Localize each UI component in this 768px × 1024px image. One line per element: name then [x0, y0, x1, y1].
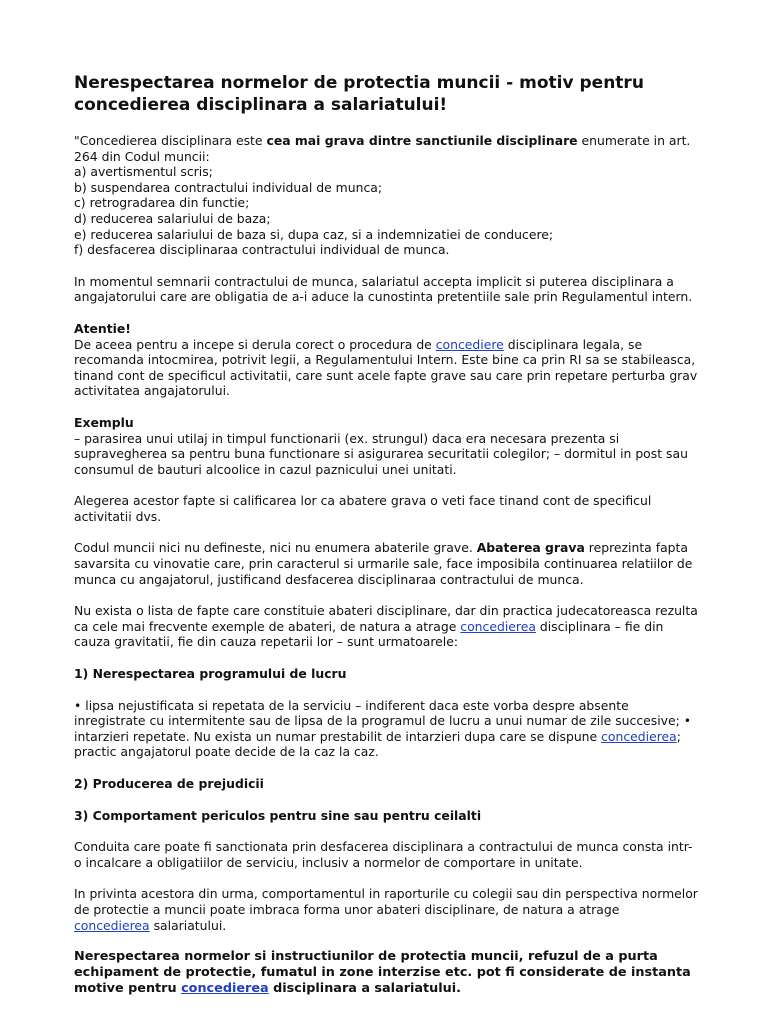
- sanction-item: a) avertismentul scris;: [74, 164, 213, 180]
- section-1-text: [74, 698, 698, 760]
- abateri-list-paragraph: [74, 603, 698, 650]
- sanction-item: c) retrogradarea din functie;: [74, 195, 250, 211]
- concedierea-link[interactable]: concedierea: [181, 981, 269, 997]
- privinta-paragraph: [74, 886, 698, 933]
- section-3-text: Conduita care poate fi sanctionata prin desfacerea disciplinara a contractului de munca consta intr-o incalcare a obligatiilor de serviciu, inclusiv a normelor de comportare in unitate.: [74, 839, 693, 870]
- alegerea-paragraph: Alegerea acestor fapte si calificarea lor ca abatere grava o veti face tinand cont de specificul activitatii dvs.: [74, 493, 652, 524]
- atentie-text-pre: De aceea pentru a incepe si derula corect o procedura de: [74, 336, 436, 352]
- section-1-heading: 1) Nerespectarea programului de lucru: [74, 666, 347, 682]
- section-2-heading: 2) Producerea de prejudicii: [74, 776, 264, 791]
- codul-text-pre: Codul muncii nici nu defineste, nici nu enumera abaterile grave.: [74, 540, 477, 556]
- sanction-item: b) suspendarea contractului individual de munca;: [74, 179, 383, 195]
- intro-text-bold: cea mai grava dintre sanctiunile disciplinare: [266, 133, 578, 148]
- intro-paragraph: [74, 133, 698, 258]
- section-3-heading: 3) Comportament periculos pentru sine sau pentru ceilalti: [74, 807, 482, 823]
- article-body: [74, 72, 698, 1013]
- section-1-text-pre: • lipsa nejustificata si repetata de la serviciu – indiferent daca este vorba despre absente inregistrate cu intermitente sau de lipsa de la programul de lucru a unui numar de zile succesive; • intarzieri repetate. Nu exista un numar prestabilit de intarzieri dupa care se dispune: [74, 697, 692, 744]
- concedierea-link[interactable]: concedierea: [601, 728, 677, 744]
- concedierea-link[interactable]: concedierea: [460, 618, 536, 634]
- atentie-text-post: disciplinara legala, se recomanda intocmirea, potrivit legii, a Regulamentului Intern. Este bine ca prin RI sa se stabileasca, tinand cont de specificul activitatii, care sunt acele fapte grave sau care prin repetare perturba grav activitatea angajatorului.: [74, 336, 698, 399]
- article-title: Nerespectarea normelor de protectia muncii - motiv pentru concedierea disciplinara a salariatului!: [74, 73, 644, 115]
- final-text-pre: Nerespectarea normelor si instructiunilor de protectia muncii, refuzul de a purta echipament de protectie, fumatul in zone interzise etc. pot fi considerate de instanta motive pentru: [74, 949, 691, 997]
- exemplu-paragraph: [74, 415, 698, 477]
- abaterea-grava-bold: Abaterea grava: [476, 540, 585, 556]
- contract-signing-paragraph: In momentul semnarii contractului de munca, salariatul accepta implicit si puterea disciplinara a angajatorului care are obligatia de a-i aduce la cunostinta pretentiile sale prin Regulamentul intern.: [74, 273, 693, 305]
- lista-text-pre: Nu exista o lista de fapte care constituie abateri disciplinare, dar din practica judecatoreasca rezulta ca cele mai frecvente exemple de abateri, de natura a atrage: [74, 603, 698, 634]
- exemplu-text: – parasirea unui utilaj in timpul functionarii (ex. strungul) daca era necesara prezenta si supravegherea sa pentru buna functionare si asigurarea securitatii colegilor; – dormitul in post sau consumul de bauturi alcoolice in cazul paznicului unei unitati.: [74, 430, 688, 477]
- exemplu-heading: Exemplu: [74, 414, 134, 430]
- privinta-text-pre: In privinta acestora din urma, comportamentul in raporturile cu colegii sau din perspectiva normelor de protectie a muncii poate imbraca forma unor abateri disciplinare, de natura a atrage: [74, 886, 698, 917]
- intro-text-post: enumerate in art. 264 din Codul muncii:: [74, 133, 691, 164]
- concediere-link[interactable]: concediere: [435, 336, 504, 352]
- final-text-post: disciplinara a salariatului.: [268, 981, 462, 997]
- privinta-text-post: salariatului.: [149, 917, 227, 933]
- sanction-item: e) reducerea salariului de baza si, dupa caz, si a indemnizatiei de conducere;: [74, 226, 554, 242]
- lista-text-post: disciplinara – fie din cauza gravitatii, fie din cauza repetarii lor – sunt urmatoarele:: [74, 618, 664, 650]
- codul-text-post: reprezinta fapta savarsita cu vinovatie care, prin caracterul si urmarile sale, face imposibila continuarea relatiilor de munca cu angajatorul, justificand desfacerea disciplinaraa contractului de munca.: [74, 540, 693, 587]
- atentie-heading: Atentie!: [74, 320, 131, 336]
- section-1-text-post: ; practic angajatorul poate decide de la caz la caz.: [74, 728, 681, 760]
- sanction-item: f) desfacerea disciplinaraa contractului individual de munca.: [74, 242, 450, 258]
- codul-muncii-paragraph: [74, 540, 698, 587]
- concedierea-link[interactable]: concedierea: [74, 917, 150, 933]
- atentie-paragraph: [74, 321, 698, 399]
- final-paragraph: [74, 949, 698, 997]
- intro-text-pre: "Concedierea disciplinara este: [74, 133, 267, 148]
- sanction-item: d) reducerea salariului de baza;: [74, 210, 271, 226]
